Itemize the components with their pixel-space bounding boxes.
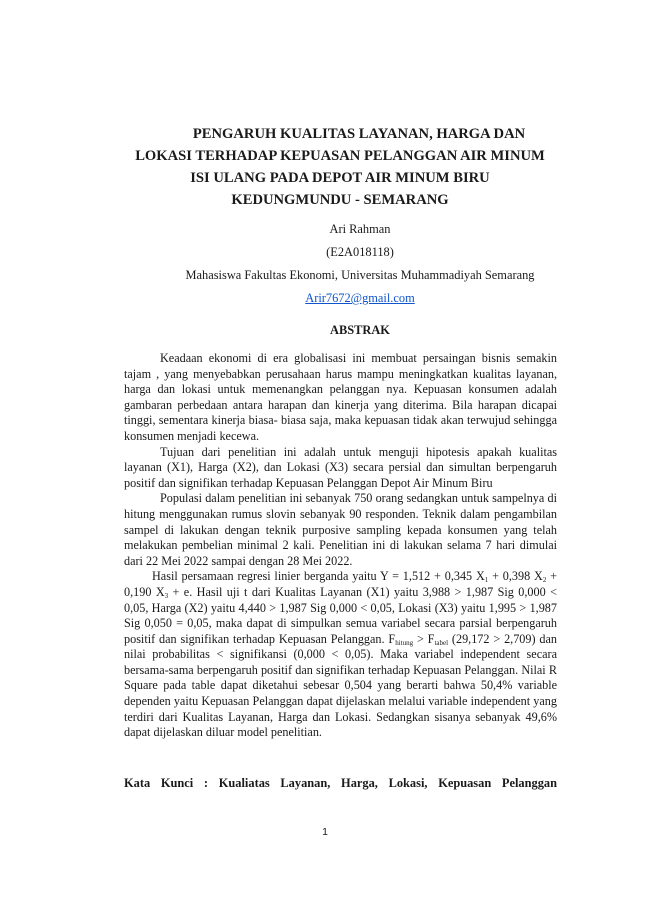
abstract-paragraph-results: Hasil persamaan regresi linier berganda yaitu Y = 1,512 + 0,345 $X_1 + 0,398$ $X_2 + 0,190$ $X_3 + e$. Hasil uji t dari Kualitas Layanan (X1) yaitu 3,988 > 1,987 Sig 0,000 < 0,05, Harga (X2) yaitu 4,440 > 1,987 Sig 0,000 < 0,05, Lokasi (X3) yaitu 1,995 > 1,987 Sig 0,050 = 0,05, maka dapat di simpulkan semua variabel secara parsial berpengaruh positif dan signifikan terhadap Kepuasan Pelanggan. $F_{hitung} > F_{tabel}$ (29,172 > 2,709) dan nilai probabilitas < signifikansi (0,000 < 0,05). Maka variabel independent secara bersama-sama berpengaruh positif dan signifikan terhadap Kepuasan Pelanggan. Nilai R Square pada table dapat diketahui sebesar 0,504 yang berarti bahwa 50,4% variable dependen yaitu Kepuasan Pelanggan dapat dijelaskan melalui variable independent yang terdiri dari Kualitas Layanan, Harga dan Lokasi. Sedangkan sisanya sebanyak 49,6% dapat dijelaskan diluar model penelitian. <box>124 569 557 740</box>
page-number: 1 <box>322 826 328 838</box>
author-affiliation: Mahasiswa Fakultas Ekonomi, Universitas Muhammadiyah Semarang <box>185 268 535 282</box>
abstract-heading: ABSTRAK <box>330 323 390 337</box>
title-line: LOKASI TERHADAP KEPUASAN PELANGGAN AIR MINUM <box>135 148 545 164</box>
title-line: ISI ULANG PADA DEPOT AIR MINUM BIRU <box>190 170 490 186</box>
author-email-line <box>100 291 620 306</box>
abstract-paragraph: Keadaan ekonomi di era globalisasi ini membuat persaingan bisnis semakin tajam , yang menyebabkan perusahaan harus mampu meningkatkan kualitas layanan, harga dan lokasi untuk memenangkan pelanggan nya. Kepuasan konsumen adalah gambaran perbedaan antara harapan dan kinerja yang diterima. Bila harapan dicapai tinggi, sementara kinerja biasa- biasa saja, maka kepuasan tidak akan terwujud sehingga konsumen menjadi kecewa. <box>124 351 557 443</box>
abstract-paragraph: Tujuan dari penelitian ini adalah untuk menguji hipotesis apakah kualitas layanan (X1), Harga (X2), dan Lokasi (X3) secara persial dan simultan berpengaruh positif dan signifikan terhadap Kepuasan Pelanggan Depot Air Minum Biru <box>124 444 557 490</box>
paper-title <box>100 123 580 211</box>
author-student-id: (E2A018118) <box>326 245 394 259</box>
abstract-paragraph: Populasi dalam penelitian ini sebanyak 750 orang sedangkan untuk sampelnya di hitung menggunakan rumus slovin sebanyak 90 responden. Teknik dalam pengambilan sampel di lakukan dengan teknik purposive sampling kepada konsumen yang telah melakukan pembelian minimal 2 kali. Penelitian ini di lakukan selama 7 hari dimulai dari 22 Mei 2022 sampai dengan 28 Mei 2022. <box>124 491 557 568</box>
abstract-body <box>124 351 557 741</box>
title-line: KEDUNGMUNDU - SEMARANG <box>231 192 449 208</box>
title-line: PENGARUH KUALITAS LAYANAN, HARGA DAN <box>192 126 526 142</box>
keywords: Kata Kunci : Kualiatas Layanan, Harga, Lokasi, Kepuasan Pelanggan <box>124 776 557 790</box>
author-email-link[interactable]: Arir7672@gmail.com <box>305 291 415 305</box>
author-name: Ari Rahman <box>329 222 391 236</box>
